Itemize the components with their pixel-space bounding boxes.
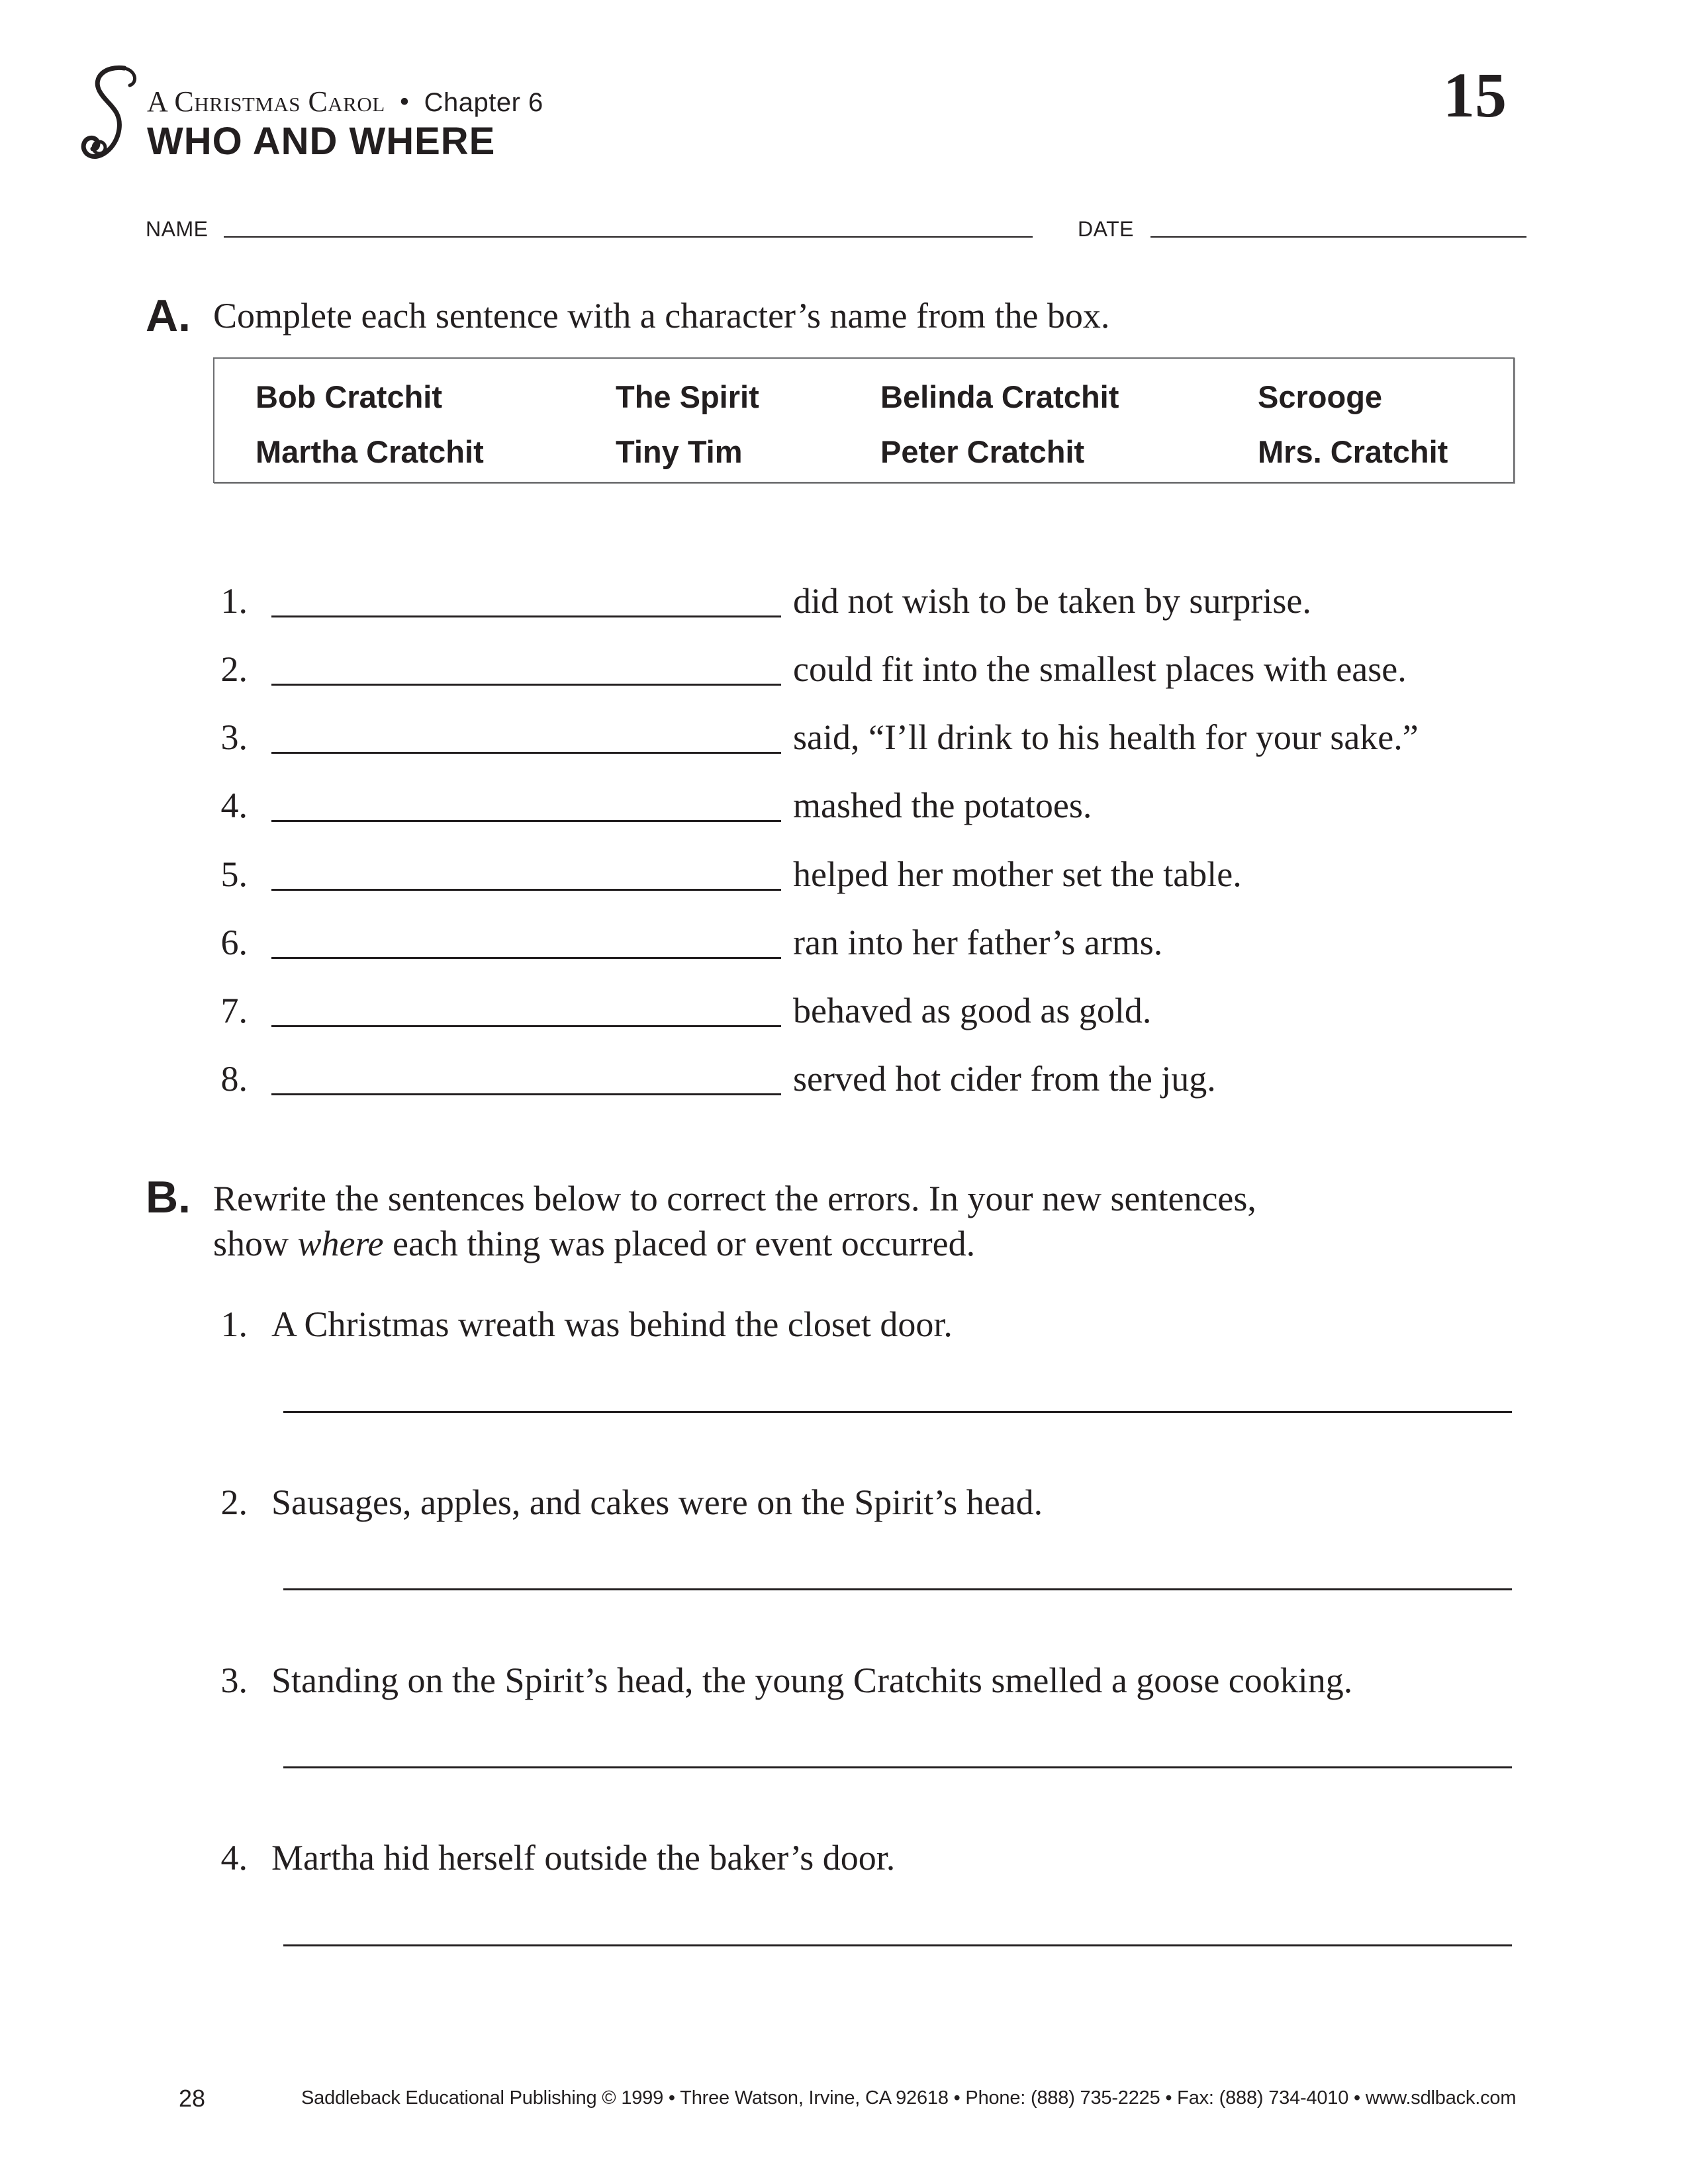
instruction-text: each thing was placed or event occurred.	[383, 1224, 976, 1263]
item-b1-answer-line[interactable]	[283, 1411, 1512, 1413]
box-name-belinda-cratchit: Belinda Cratchit	[880, 379, 1119, 414]
item-a3-number: 3.	[220, 717, 248, 757]
item-a7-number: 7.	[220, 991, 248, 1030]
footer-page-number: 28	[179, 2085, 206, 2112]
item-a1-blank[interactable]	[271, 615, 781, 617]
item-a5-number: 5.	[220, 854, 248, 894]
name-field[interactable]	[224, 236, 1033, 238]
worksheet-title: WHO AND WHERE	[147, 120, 496, 163]
box-name-tiny-tim: Tiny Tim	[616, 434, 743, 469]
item-a2-number: 2.	[220, 649, 248, 689]
item-b1-text: A Christmas wreath was behind the closet door.	[271, 1304, 953, 1344]
item-a1-number: 1.	[220, 581, 248, 621]
item-a1-text: did not wish to be taken by surprise.	[793, 581, 1311, 621]
name-label: NAME	[146, 217, 209, 241]
item-a5-text: helped her mother set the table.	[793, 854, 1242, 894]
chapter-label: Chapter 6	[424, 88, 543, 117]
section-b-instruction-line1: Rewrite the sentences below to correct the errors. In your new sentences,	[213, 1179, 1256, 1218]
item-a7-blank[interactable]	[271, 1025, 781, 1027]
date-field[interactable]	[1150, 236, 1526, 238]
item-a3-blank[interactable]	[271, 752, 781, 754]
item-b3-answer-line[interactable]	[283, 1766, 1512, 1768]
item-a2-text: could fit into the smallest places with ease.	[793, 649, 1407, 689]
box-name-scrooge: Scrooge	[1258, 379, 1383, 414]
item-b2-answer-line[interactable]	[283, 1588, 1512, 1590]
book-title-line	[147, 85, 543, 118]
item-b4-text: Martha hid herself outside the baker’s door.	[271, 1838, 896, 1878]
box-name-the-spirit: The Spirit	[616, 379, 759, 414]
item-a5-blank[interactable]	[271, 889, 781, 891]
item-a4-blank[interactable]	[271, 820, 781, 822]
box-name-bob-cratchit: Bob Cratchit	[256, 379, 442, 414]
section-b-instruction-line2	[213, 1221, 975, 1266]
date-label: DATE	[1078, 217, 1134, 241]
instruction-emphasis: where	[297, 1224, 384, 1263]
item-b1-number: 1.	[220, 1304, 248, 1344]
item-a8-number: 8.	[220, 1059, 248, 1099]
item-a8-text: served hot cider from the jug.	[793, 1059, 1216, 1099]
box-name-martha-cratchit: Martha Cratchit	[256, 434, 484, 469]
item-b4-answer-line[interactable]	[283, 1944, 1512, 1946]
item-a6-blank[interactable]	[271, 957, 781, 959]
book-title: A Christmas Carol	[147, 85, 385, 118]
section-a-letter: A.	[146, 291, 191, 341]
item-a6-number: 6.	[220, 923, 248, 962]
box-name-peter-cratchit: Peter Cratchit	[880, 434, 1085, 469]
section-b-letter: B.	[146, 1172, 191, 1222]
item-a3-text: said, “I’ll drink to his health for your sake.”	[793, 717, 1419, 757]
section-a-instruction: Complete each sentence with a character’s name from the box.	[213, 296, 1110, 336]
publisher-s-logo-icon	[78, 63, 144, 169]
item-a8-blank[interactable]	[271, 1093, 781, 1095]
item-a4-number: 4.	[220, 786, 248, 825]
item-a4-text: mashed the potatoes.	[793, 786, 1092, 825]
title-separator: •	[399, 85, 410, 118]
item-b3-text: Standing on the Spirit’s head, the young Cratchits smelled a goose cooking.	[271, 1661, 1353, 1700]
box-name-mrs-cratchit: Mrs. Cratchit	[1258, 434, 1448, 469]
item-b2-number: 2.	[220, 1482, 248, 1522]
item-a2-blank[interactable]	[271, 684, 781, 686]
worksheet-number: 15	[1443, 60, 1507, 130]
footer-publisher-credit: Saddleback Educational Publishing © 1999 • Three Watson, Irvine, CA 92618 • Phone: (888) 735-2225 • Fax: (888) 734-4010 • www.sdlback.com	[301, 2087, 1517, 2109]
item-b3-number: 3.	[220, 1661, 248, 1700]
item-a7-text: behaved as good as gold.	[793, 991, 1152, 1030]
item-b2-text: Sausages, apples, and cakes were on the Spirit’s head.	[271, 1482, 1043, 1522]
instruction-text: show	[213, 1224, 298, 1263]
item-b4-number: 4.	[220, 1838, 248, 1878]
item-a6-text: ran into her father’s arms.	[793, 923, 1163, 962]
